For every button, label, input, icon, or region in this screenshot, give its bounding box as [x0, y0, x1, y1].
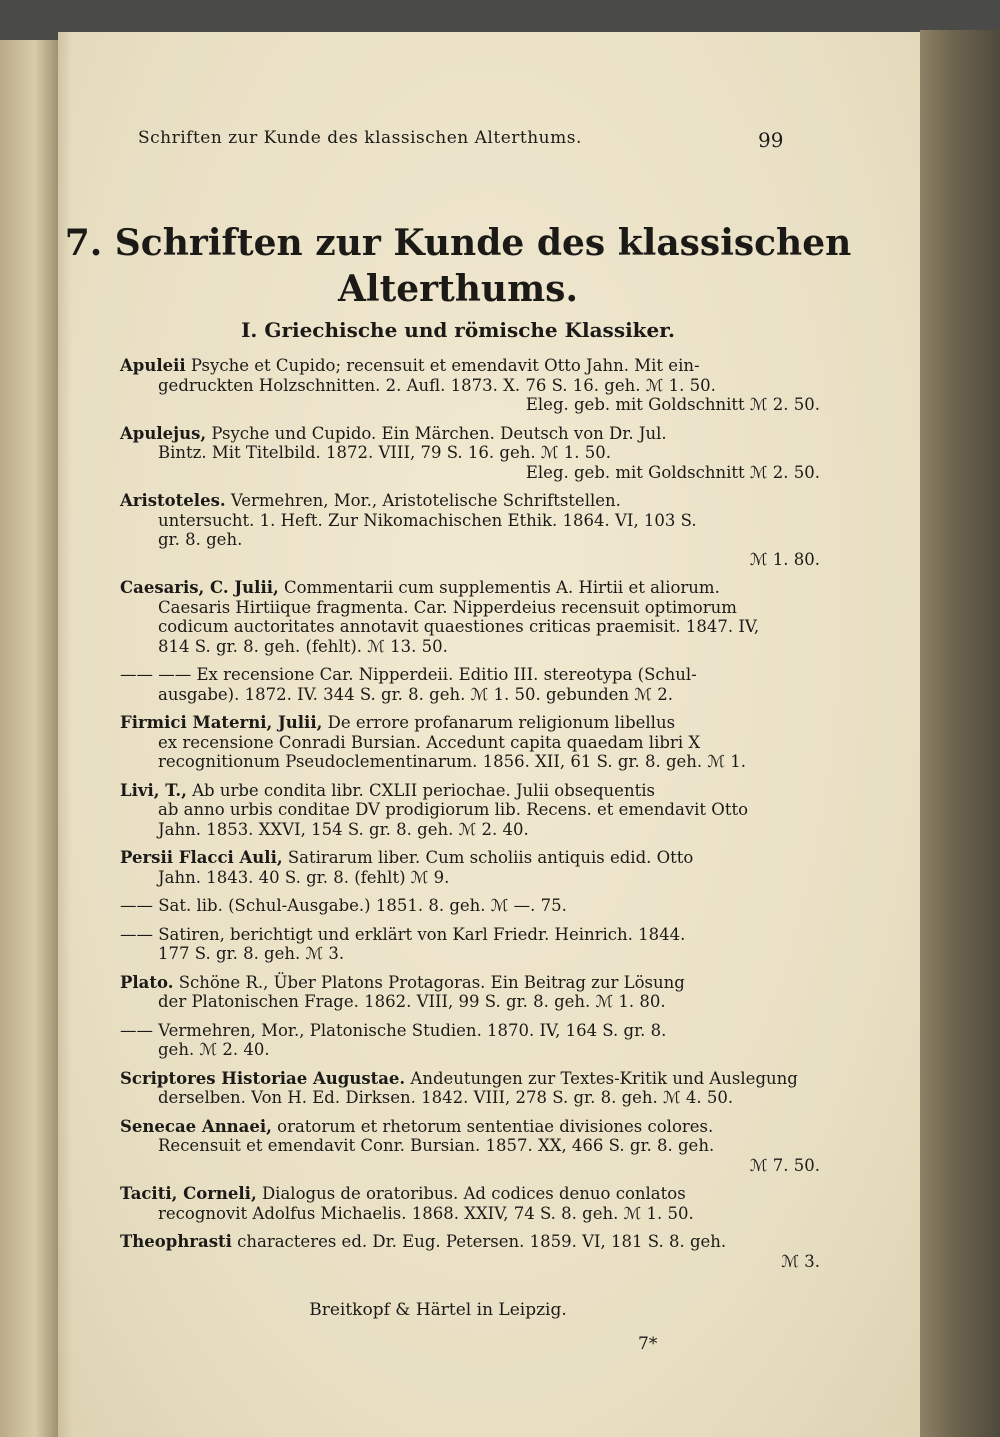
entry-text: ex recensione Conradi Bursian. Accedunt capita quaedam libri X — [158, 732, 701, 752]
entry-line — [120, 1252, 820, 1272]
catalog-entry — [120, 1021, 820, 1060]
entry-line — [120, 781, 820, 801]
entry-line — [120, 578, 820, 598]
catalog-entry — [120, 1117, 820, 1176]
entry-text: 814 S. gr. 8. geh. (fehlt). ℳ 13. 50. — [158, 636, 448, 656]
entry-text: ausgabe). 1872. IV. 344 S. gr. 8. geh. ℳ 1. 50. gebunden ℳ 2. — [158, 684, 673, 704]
entry-text: Dialogus de oratoribus. Ad codices denuo conlatos — [261, 1184, 686, 1203]
catalog-entries — [120, 356, 820, 1280]
subsection-heading: I. Griechische und römische Klassiker. — [241, 318, 675, 342]
entry-text: recognitionum Pseudoclementinarum. 1856. XII, 61 S. gr. 8. geh. ℳ 1. — [158, 752, 747, 771]
entry-text: ℳ 3. — [781, 1251, 820, 1271]
entry-line — [120, 944, 820, 964]
entry-line — [120, 356, 820, 376]
entry-author: Aristoteles. — [120, 491, 226, 510]
entry-text: Jahn. 1843. 40 S. gr. 8. (fehlt) ℳ 9. — [158, 867, 450, 887]
catalog-entry — [120, 665, 820, 704]
entry-line — [120, 1184, 820, 1204]
entry-text: characteres ed. Dr. Eug. Petersen. 1859. VI, 181 S. 8. geh. — [237, 1232, 727, 1251]
entry-text: gedruckten Holzschnitten. 2. Aufl. 1873. X. 76 S. 16. geh. ℳ 1. 50. — [158, 375, 716, 395]
entry-line — [120, 820, 820, 840]
catalog-entry — [120, 1184, 820, 1223]
book-page — [58, 32, 920, 1437]
entry-line — [120, 925, 820, 945]
catalog-entry — [120, 896, 820, 916]
section-heading — [58, 220, 858, 312]
entry-author: Taciti, Corneli, — [120, 1184, 257, 1203]
entry-line — [120, 376, 820, 396]
entry-line — [120, 685, 820, 705]
entry-line — [120, 1040, 820, 1060]
entry-text: —— Vermehren, Mor., Platonische Studien. 1870. IV, 164 S. gr. 8. — [120, 1020, 667, 1040]
entry-author: Persii Flacci Auli, — [120, 848, 283, 867]
entry-line — [120, 992, 820, 1012]
entry-line — [120, 752, 820, 772]
entry-line — [120, 665, 820, 685]
entry-text: recognovit Adolfus Michaelis. 1868. XXIV, 74 S. 8. geh. ℳ 1. 50. — [158, 1203, 694, 1223]
entry-author: Firmici Materni, Julii, — [120, 713, 323, 732]
entry-line — [120, 617, 820, 637]
entry-author: Plato. — [120, 972, 174, 992]
entry-text: der Platonischen Frage. 1862. VIII, 99 S. gr. 8. geh. ℳ 1. 80. — [158, 992, 666, 1011]
entry-line — [120, 511, 820, 531]
entry-text: gr. 8. geh. — [158, 530, 243, 549]
entry-text: Caesaris Hirtiique fragmenta. Car. Nipperdeius recensuit optimorum — [158, 597, 737, 617]
entry-text: Andeutungen zur Textes-Kritik und Auslegung — [410, 1068, 798, 1088]
catalog-entry — [120, 578, 820, 656]
entry-text: Eleg. geb. mit Goldschnitt ℳ 2. 50. — [525, 395, 820, 414]
entry-line — [120, 443, 820, 463]
entry-line — [120, 896, 820, 916]
catalog-entry — [120, 925, 820, 964]
entry-author: Senecae Annaei, — [120, 1116, 272, 1136]
entry-text: Eleg. geb. mit Goldschnitt ℳ 2. 50. — [525, 462, 820, 482]
entry-line — [120, 1204, 820, 1224]
entry-line — [120, 1232, 820, 1252]
entry-line — [120, 637, 820, 657]
page-number: 99 — [758, 128, 784, 152]
catalog-entry — [120, 491, 820, 569]
entry-author: Apuleii — [120, 356, 186, 375]
entry-text: Commentarii cum supplementis A. Hirtii et aliorum. — [283, 578, 720, 597]
entry-text: oratorum et rhetorum sententiae divisiones colores. — [277, 1116, 714, 1136]
entry-text: codicum auctoritates annotavit quaestiones criticas praemisit. 1847. IV, — [158, 617, 760, 636]
entry-author: Apulejus, — [120, 423, 207, 443]
entry-text: Ab urbe condita libr. CXLII periochae. Julii obsequentis — [192, 780, 655, 800]
entry-line — [120, 868, 820, 888]
entry-author: Livi, T., — [120, 780, 187, 800]
entry-author: Scriptores Historiae Augustae. — [120, 1068, 406, 1088]
entry-line — [120, 713, 820, 733]
catalog-entry — [120, 1069, 820, 1108]
entry-text: ℳ 7. 50. — [749, 1155, 820, 1175]
entry-line — [120, 530, 820, 550]
entry-text: Recensuit et emendavit Conr. Bursian. 1857. XX, 466 S. gr. 8. geh. — [158, 1136, 715, 1155]
entry-text: —— Sat. lib. (Schul-Ausgabe.) 1851. 8. geh. ℳ —. 75. — [120, 896, 567, 915]
entry-line — [120, 395, 820, 415]
entry-text: Satirarum liber. Cum scholiis antiquis edid. Otto — [287, 848, 694, 867]
catalog-entry — [120, 424, 820, 483]
entry-author: Caesaris, C. Julii, — [120, 578, 279, 597]
entry-line — [120, 1021, 820, 1041]
left-page-edge — [0, 40, 58, 1437]
entry-line — [120, 491, 820, 511]
entry-text: geh. ℳ 2. 40. — [158, 1040, 270, 1059]
entry-line — [120, 800, 820, 820]
entry-line — [120, 733, 820, 753]
entry-text: Schöne R., Über Platons Protagoras. Ein Beitrag zur Lösung — [178, 972, 685, 992]
entry-line — [120, 550, 820, 570]
entry-author: Theophrasti — [120, 1232, 232, 1251]
section-heading-line2: Alterthums. — [338, 268, 578, 310]
entry-line — [120, 424, 820, 444]
catalog-entry — [120, 713, 820, 772]
catalog-entry — [120, 356, 820, 415]
entry-text: ab anno urbis conditae DV prodigiorum lib. Recens. et emendavit Otto — [158, 800, 749, 819]
entry-line — [120, 1069, 820, 1089]
entry-text: untersucht. 1. Heft. Zur Nikomachischen Ethik. 1864. VI, 103 S. — [158, 510, 697, 530]
entry-text: Psyche und Cupido. Ein Märchen. Deutsch von Dr. Jul. — [211, 423, 667, 443]
publisher-footer: Breitkopf & Härtel in Leipzig. — [309, 1300, 567, 1320]
entry-line — [120, 848, 820, 868]
entry-text: Bintz. Mit Titelbild. 1872. VIII, 79 S. 16. geh. ℳ 1. 50. — [158, 443, 611, 462]
catalog-entry — [120, 848, 820, 887]
entry-text: 177 S. gr. 8. geh. ℳ 3. — [158, 944, 345, 963]
entry-line — [120, 598, 820, 618]
catalog-entry — [120, 781, 820, 840]
entry-line — [120, 1156, 820, 1176]
entry-text: De errore profanarum religionum libellus — [327, 713, 676, 732]
entry-text: Vermehren, Mor., Aristotelische Schriftstellen. — [230, 491, 621, 510]
entry-text: —— Satiren, berichtigt und erklärt von Karl Friedr. Heinrich. 1844. — [120, 924, 686, 944]
entry-text: Jahn. 1853. XXVI, 154 S. gr. 8. geh. ℳ 2. 40. — [158, 819, 529, 839]
entry-line — [120, 973, 820, 993]
entry-line — [120, 463, 820, 483]
signature-mark: 7* — [638, 1334, 658, 1354]
section-heading-line1: 7. Schriften zur Kunde des klassischen — [64, 222, 852, 264]
entry-text: —— —— Ex recensione Car. Nipperdeii. Editio III. stereotypa (Schul- — [120, 665, 697, 684]
entry-line — [120, 1088, 820, 1108]
catalog-entry — [120, 973, 820, 1012]
catalog-entry — [120, 1232, 820, 1271]
entry-text: ℳ 1. 80. — [749, 549, 820, 569]
running-header: Schriften zur Kunde des klassischen Alterthums. — [138, 128, 582, 148]
entry-text: Psyche et Cupido; recensuit et emendavit Otto Jahn. Mit ein- — [190, 356, 700, 375]
entry-line — [120, 1117, 820, 1137]
entry-text: derselben. Von H. Ed. Dirksen. 1842. VIII, 278 S. gr. 8. geh. ℳ 4. 50. — [158, 1088, 734, 1107]
book-edge — [920, 30, 1000, 1437]
entry-line — [120, 1136, 820, 1156]
